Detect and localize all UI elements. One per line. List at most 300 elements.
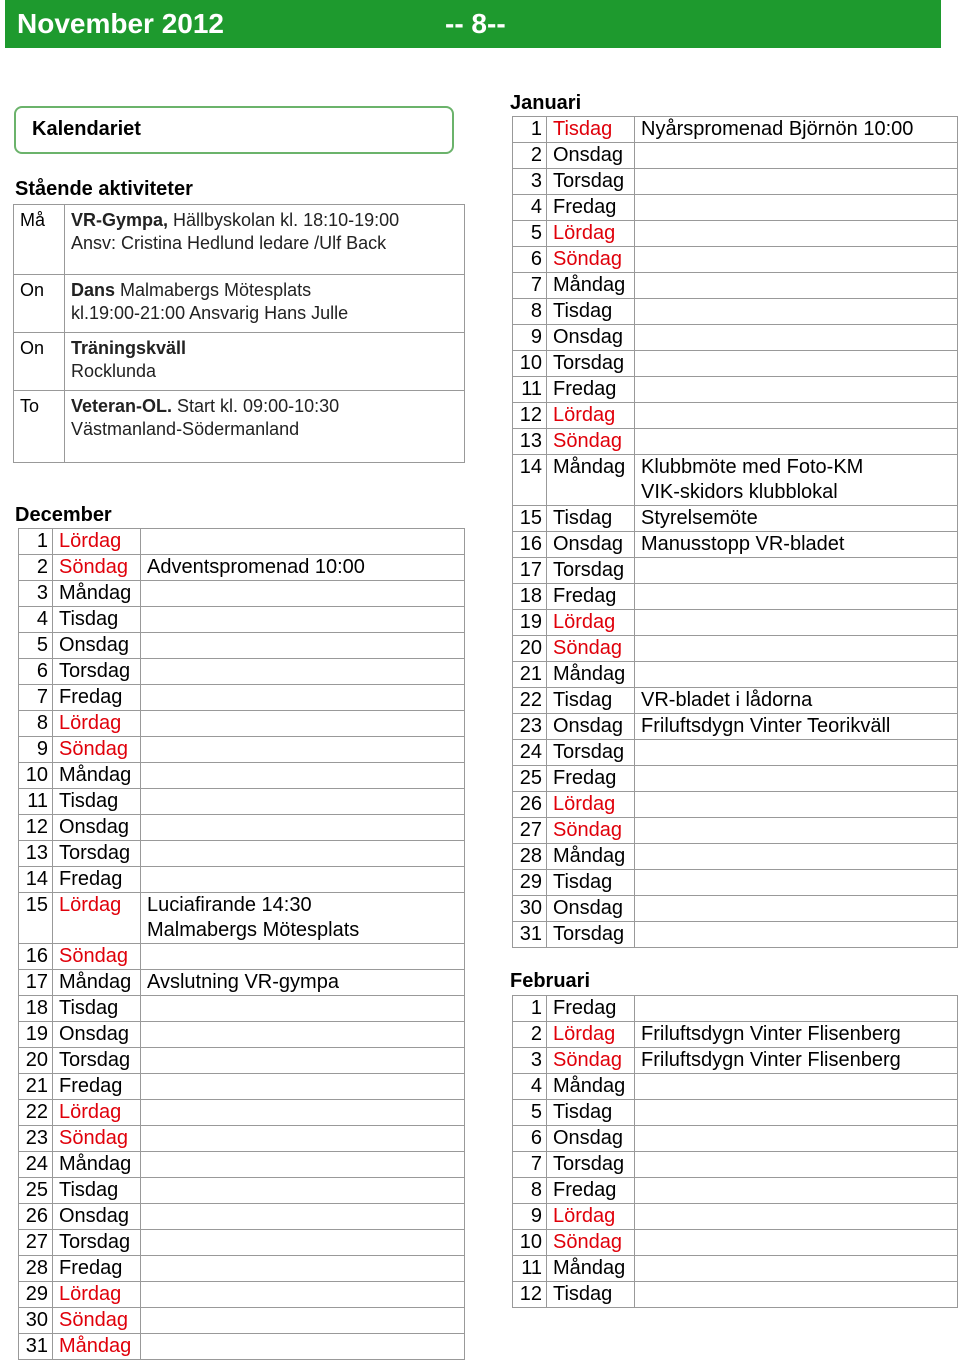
day-number: 7	[19, 685, 53, 711]
calendar-row	[513, 1100, 958, 1126]
weekday: Måndag	[53, 763, 141, 789]
calendar-row	[513, 636, 958, 662]
event-cell	[635, 996, 958, 1022]
day-number: 19	[19, 1022, 53, 1048]
day-number: 3	[513, 169, 547, 195]
weekday: Söndag	[53, 737, 141, 763]
event-cell	[141, 1178, 465, 1204]
weekday: Måndag	[53, 581, 141, 607]
weekday: Lördag	[547, 792, 635, 818]
calendar-row	[513, 221, 958, 247]
weekday: Torsdag	[53, 1230, 141, 1256]
weekday: Onsdag	[547, 896, 635, 922]
calendar-row	[19, 1308, 465, 1334]
event-cell	[635, 922, 958, 948]
event-cell	[635, 377, 958, 403]
event-cell	[141, 633, 465, 659]
day-number: 12	[513, 1282, 547, 1308]
stande-text	[65, 275, 465, 333]
weekday: Lördag	[53, 711, 141, 737]
day-number: 15	[19, 893, 53, 944]
weekday: Söndag	[547, 636, 635, 662]
weekday: Lördag	[53, 893, 141, 944]
event-text: Klubbmöte med Foto-KM	[641, 456, 864, 478]
event-cell	[635, 1282, 958, 1308]
weekday: Torsdag	[547, 740, 635, 766]
calendar-row	[513, 818, 958, 844]
weekday: Torsdag	[547, 558, 635, 584]
day-number: 9	[513, 1204, 547, 1230]
day-number: 31	[513, 922, 547, 948]
calendar-row	[513, 714, 958, 740]
calendar-row	[19, 607, 465, 633]
day-number: 6	[513, 247, 547, 273]
weekday: Söndag	[53, 555, 141, 581]
event-cell	[635, 714, 958, 740]
event-cell	[635, 610, 958, 636]
weekday: Lördag	[53, 1100, 141, 1126]
weekday: Söndag	[547, 247, 635, 273]
calendar-row	[19, 841, 465, 867]
calendar-row	[19, 555, 465, 581]
event-cell	[635, 325, 958, 351]
event-cell	[141, 529, 465, 555]
event-cell	[635, 143, 958, 169]
calendar-row	[513, 169, 958, 195]
day-number: 20	[19, 1048, 53, 1074]
event-cell	[635, 1022, 958, 1048]
event-text: Friluftsdygn Vinter Flisenberg	[641, 1023, 901, 1045]
event-cell	[635, 221, 958, 247]
calendar-row	[513, 1256, 958, 1282]
day-number: 19	[513, 610, 547, 636]
event-text: VR-bladet i lådorna	[641, 689, 813, 711]
calendar-row	[513, 429, 958, 455]
day-number: 14	[19, 867, 53, 893]
event-cell	[635, 299, 958, 325]
calendar-row	[19, 1074, 465, 1100]
event-cell	[141, 841, 465, 867]
stande-activity: Veteran-OL.	[71, 396, 173, 416]
weekday: Fredag	[547, 195, 635, 221]
calendar-row	[19, 737, 465, 763]
calendar-row	[19, 1178, 465, 1204]
day-number: 4	[513, 1074, 547, 1100]
event-cell	[141, 1334, 465, 1360]
calendar-row	[513, 351, 958, 377]
event-cell	[635, 351, 958, 377]
calendar-row	[513, 558, 958, 584]
calendar-row	[19, 996, 465, 1022]
event-cell	[141, 763, 465, 789]
calendar-row	[19, 1048, 465, 1074]
weekday: Fredag	[547, 584, 635, 610]
weekday: Onsdag	[53, 1204, 141, 1230]
weekday: Måndag	[53, 970, 141, 996]
day-number: 21	[19, 1074, 53, 1100]
weekday: Lördag	[547, 1204, 635, 1230]
calendar-row	[19, 789, 465, 815]
event-cell	[141, 1308, 465, 1334]
weekday: Söndag	[547, 1048, 635, 1074]
weekday: Fredag	[53, 1256, 141, 1282]
event-cell	[141, 970, 465, 996]
weekday: Lördag	[53, 1282, 141, 1308]
stande-activity: VR-Gympa,	[71, 210, 169, 230]
day-number: 2	[513, 1022, 547, 1048]
calendar-row	[19, 970, 465, 996]
calendar-row	[19, 581, 465, 607]
day-number: 26	[513, 792, 547, 818]
day-number: 30	[19, 1308, 53, 1334]
calendar-row	[513, 117, 958, 143]
calendar-row	[513, 766, 958, 792]
weekday: Onsdag	[53, 815, 141, 841]
day-number: 16	[19, 944, 53, 970]
weekday: Onsdag	[53, 1022, 141, 1048]
day-number: 9	[513, 325, 547, 351]
day-number: 23	[19, 1126, 53, 1152]
stande-detail: Start kl. 09:00-10:30	[172, 396, 340, 416]
weekday: Söndag	[547, 429, 635, 455]
day-number: 16	[513, 532, 547, 558]
stande-day: On	[14, 333, 65, 391]
header-month: November 2012	[17, 8, 225, 39]
event-cell	[141, 1074, 465, 1100]
day-number: 11	[513, 1256, 547, 1282]
day-number: 10	[513, 1230, 547, 1256]
event-cell	[141, 1022, 465, 1048]
day-number: 10	[19, 763, 53, 789]
calendar-row	[513, 1204, 958, 1230]
stande-detail-line2: Västmanland-Södermanland	[71, 419, 300, 439]
day-number: 18	[19, 996, 53, 1022]
calendar-row	[19, 1152, 465, 1178]
calendar-row	[513, 195, 958, 221]
day-number: 15	[513, 506, 547, 532]
calendar-row	[513, 996, 958, 1022]
event-cell	[635, 1230, 958, 1256]
weekday: Måndag	[53, 1334, 141, 1360]
weekday: Torsdag	[53, 659, 141, 685]
event-cell	[635, 844, 958, 870]
weekday: Måndag	[547, 455, 635, 506]
calendar-row	[513, 1282, 958, 1308]
weekday: Onsdag	[53, 633, 141, 659]
calendar-row	[19, 944, 465, 970]
day-number: 1	[513, 117, 547, 143]
stande-row	[14, 391, 465, 463]
event-cell	[141, 1126, 465, 1152]
day-number: 4	[19, 607, 53, 633]
event-cell	[635, 558, 958, 584]
event-cell	[635, 1048, 958, 1074]
day-number: 29	[513, 870, 547, 896]
stande-row	[14, 275, 465, 333]
event-text: Nyårspromenad Björnön 10:00	[641, 118, 914, 140]
event-cell	[141, 815, 465, 841]
day-number: 2	[19, 555, 53, 581]
event-cell	[635, 455, 958, 506]
weekday: Tisdag	[547, 506, 635, 532]
stande-row	[14, 333, 465, 391]
januari-table	[512, 116, 958, 948]
day-number: 20	[513, 636, 547, 662]
day-number: 28	[19, 1256, 53, 1282]
day-number: 17	[19, 970, 53, 996]
event-text-line2: Malmabergs Mötesplats	[147, 919, 360, 941]
day-number: 22	[19, 1100, 53, 1126]
day-number: 30	[513, 896, 547, 922]
day-number: 3	[19, 581, 53, 607]
event-cell	[635, 1100, 958, 1126]
day-number: 8	[513, 299, 547, 325]
event-cell	[141, 1256, 465, 1282]
calendar-row	[513, 403, 958, 429]
event-cell	[141, 581, 465, 607]
day-number: 8	[19, 711, 53, 737]
calendar-row	[513, 1048, 958, 1074]
weekday: Tisdag	[547, 1282, 635, 1308]
calendar-row	[19, 1334, 465, 1360]
stande-activity: Träningskväll	[71, 338, 187, 358]
event-cell	[141, 659, 465, 685]
calendar-row	[513, 1178, 958, 1204]
weekday: Torsdag	[53, 1048, 141, 1074]
event-cell	[141, 1230, 465, 1256]
event-cell	[635, 740, 958, 766]
weekday: Tisdag	[53, 1178, 141, 1204]
event-cell	[141, 685, 465, 711]
day-number: 13	[19, 841, 53, 867]
calendar-row	[19, 659, 465, 685]
calendar-row	[513, 532, 958, 558]
event-text: Manusstopp VR-bladet	[641, 533, 845, 555]
weekday: Söndag	[53, 1126, 141, 1152]
event-cell	[635, 1256, 958, 1282]
day-number: 12	[19, 815, 53, 841]
event-text-line2: VIK-skidors klubblokal	[641, 481, 838, 503]
calendar-row	[19, 867, 465, 893]
weekday: Tisdag	[547, 870, 635, 896]
calendar-row	[19, 1100, 465, 1126]
calendar-row	[19, 1022, 465, 1048]
weekday: Måndag	[547, 1256, 635, 1282]
day-number: 5	[513, 221, 547, 247]
weekday: Tisdag	[547, 688, 635, 714]
stande-day: On	[14, 275, 65, 333]
weekday: Torsdag	[547, 1152, 635, 1178]
stande-day: To	[14, 391, 65, 463]
calendar-row	[19, 763, 465, 789]
weekday: Måndag	[547, 662, 635, 688]
day-number: 7	[513, 1152, 547, 1178]
calendar-row	[513, 792, 958, 818]
weekday: Måndag	[547, 844, 635, 870]
day-number: 7	[513, 273, 547, 299]
calendar-row	[513, 1152, 958, 1178]
day-number: 24	[513, 740, 547, 766]
weekday: Lördag	[547, 403, 635, 429]
event-cell	[635, 1126, 958, 1152]
weekday: Onsdag	[547, 325, 635, 351]
day-number: 10	[513, 351, 547, 377]
day-number: 11	[19, 789, 53, 815]
weekday: Tisdag	[53, 607, 141, 633]
december-title: December	[15, 504, 112, 526]
event-text: Avslutning VR-gympa	[147, 971, 339, 993]
februari-table	[512, 995, 958, 1308]
event-cell	[635, 247, 958, 273]
event-cell	[141, 1100, 465, 1126]
day-number: 24	[19, 1152, 53, 1178]
weekday: Lördag	[547, 1022, 635, 1048]
stande-detail-line2: Rocklunda	[71, 361, 157, 381]
stande-detail-line2: kl.19:00-21:00 Ansvarig Hans Julle	[71, 303, 349, 323]
weekday: Tisdag	[53, 789, 141, 815]
event-cell	[141, 867, 465, 893]
event-text: Luciafirande 14:30	[147, 894, 312, 916]
day-number: 4	[513, 195, 547, 221]
stande-row	[14, 205, 465, 275]
day-number: 5	[19, 633, 53, 659]
event-text: Friluftsdygn Vinter Flisenberg	[641, 1049, 901, 1071]
event-cell	[635, 688, 958, 714]
calendar-row	[513, 455, 958, 506]
calendar-row	[513, 1022, 958, 1048]
event-cell	[141, 1204, 465, 1230]
day-number: 13	[513, 429, 547, 455]
calendar-row	[513, 1126, 958, 1152]
event-cell	[635, 792, 958, 818]
day-number: 9	[19, 737, 53, 763]
day-number: 18	[513, 584, 547, 610]
calendar-row	[513, 273, 958, 299]
day-number: 29	[19, 1282, 53, 1308]
event-cell	[141, 1152, 465, 1178]
weekday: Lördag	[53, 529, 141, 555]
day-number: 27	[513, 818, 547, 844]
calendar-row	[19, 685, 465, 711]
stande-detail: Hällbyskolan kl. 18:10-19:00	[168, 210, 400, 230]
calendar-row	[513, 1074, 958, 1100]
event-cell	[635, 1204, 958, 1230]
day-number: 31	[19, 1334, 53, 1360]
weekday: Måndag	[547, 1074, 635, 1100]
stande-text	[65, 391, 465, 463]
event-cell	[635, 636, 958, 662]
kalendariet-box	[14, 106, 454, 154]
weekday: Söndag	[547, 1230, 635, 1256]
event-cell	[635, 584, 958, 610]
weekday: Måndag	[53, 1152, 141, 1178]
header-page-number: -- 8--	[445, 8, 506, 39]
stande-table	[13, 204, 465, 463]
event-text: Styrelsemöte	[641, 507, 758, 529]
stande-title: Stående aktiviteter	[15, 178, 193, 200]
calendar-row	[19, 1230, 465, 1256]
calendar-row	[19, 893, 465, 944]
calendar-row	[513, 506, 958, 532]
event-cell	[635, 662, 958, 688]
day-number: 22	[513, 688, 547, 714]
weekday: Onsdag	[547, 532, 635, 558]
calendar-row	[19, 633, 465, 659]
calendar-row	[513, 584, 958, 610]
weekday: Torsdag	[53, 841, 141, 867]
calendar-row	[513, 662, 958, 688]
day-number: 6	[19, 659, 53, 685]
day-number: 1	[513, 996, 547, 1022]
event-cell	[635, 818, 958, 844]
weekday: Tisdag	[547, 1100, 635, 1126]
calendar-row	[19, 1282, 465, 1308]
day-number: 5	[513, 1100, 547, 1126]
event-cell	[635, 1152, 958, 1178]
weekday: Fredag	[547, 1178, 635, 1204]
day-number: 2	[513, 143, 547, 169]
day-number: 3	[513, 1048, 547, 1074]
day-number: 23	[513, 714, 547, 740]
day-number: 28	[513, 844, 547, 870]
event-cell	[141, 789, 465, 815]
januari-title: Januari	[510, 92, 582, 114]
event-cell	[635, 870, 958, 896]
weekday: Söndag	[547, 818, 635, 844]
event-cell	[635, 117, 958, 143]
event-text: Adventspromenad 10:00	[147, 556, 365, 578]
weekday: Tisdag	[547, 299, 635, 325]
day-number: 17	[513, 558, 547, 584]
weekday: Onsdag	[547, 143, 635, 169]
event-cell	[635, 532, 958, 558]
weekday: Torsdag	[547, 922, 635, 948]
calendar-row	[513, 377, 958, 403]
event-cell	[635, 1178, 958, 1204]
weekday: Söndag	[53, 944, 141, 970]
stande-text	[65, 205, 465, 275]
event-cell	[635, 169, 958, 195]
calendar-row	[19, 815, 465, 841]
stande-detail: Malmabergs Mötesplats	[115, 280, 312, 300]
calendar-row	[513, 247, 958, 273]
weekday: Tisdag	[547, 117, 635, 143]
weekday: Onsdag	[547, 714, 635, 740]
event-cell	[635, 403, 958, 429]
weekday: Fredag	[547, 766, 635, 792]
event-cell	[141, 737, 465, 763]
calendar-row	[19, 1126, 465, 1152]
calendar-row	[513, 1230, 958, 1256]
event-cell	[635, 506, 958, 532]
weekday: Torsdag	[547, 351, 635, 377]
calendar-row	[19, 1204, 465, 1230]
page-header	[5, 0, 941, 48]
calendar-row	[19, 1256, 465, 1282]
day-number: 21	[513, 662, 547, 688]
calendar-row	[513, 688, 958, 714]
event-cell	[141, 944, 465, 970]
day-number: 8	[513, 1178, 547, 1204]
calendar-row	[513, 896, 958, 922]
day-number: 1	[19, 529, 53, 555]
calendar-row	[513, 299, 958, 325]
event-cell	[635, 896, 958, 922]
day-number: 6	[513, 1126, 547, 1152]
stande-detail-line2: Ansv: Cristina Hedlund ledare /Ulf Back	[71, 233, 387, 253]
calendar-row	[513, 143, 958, 169]
december-table	[18, 528, 465, 1360]
